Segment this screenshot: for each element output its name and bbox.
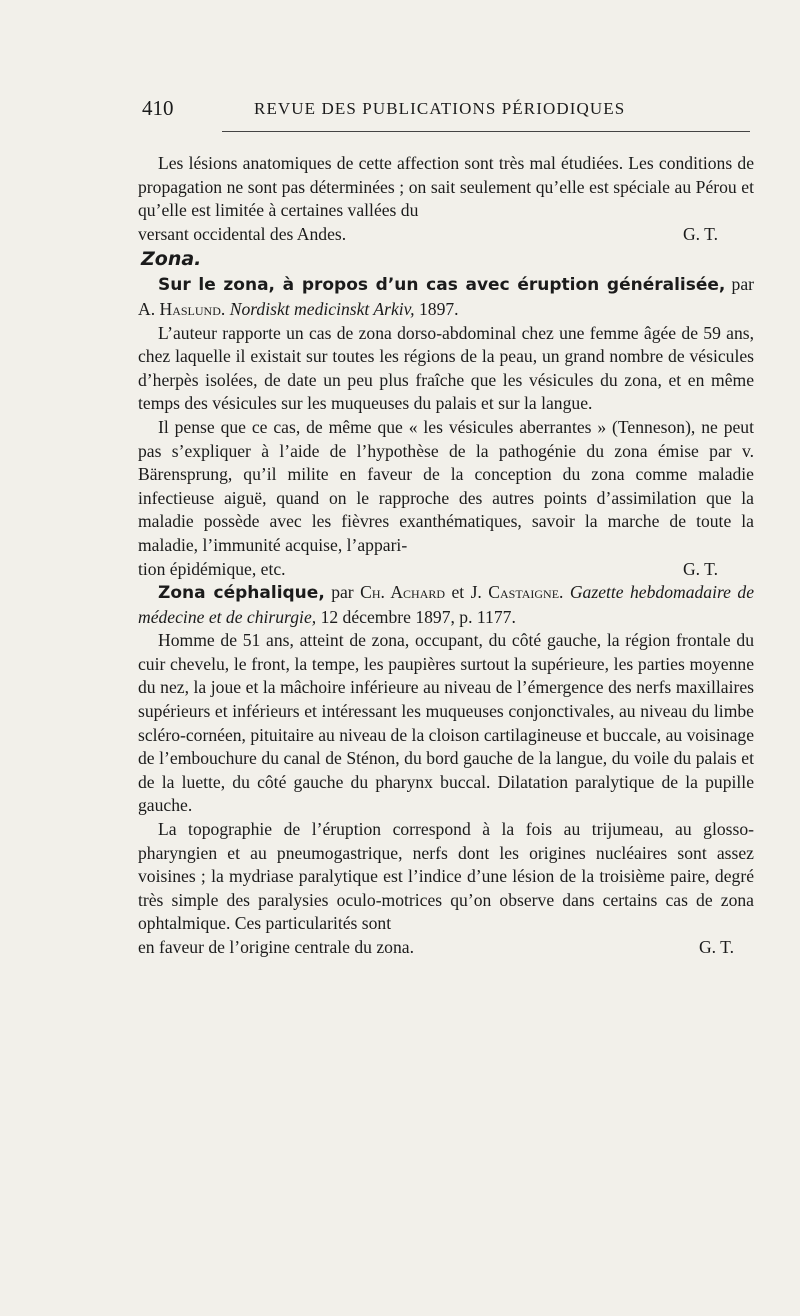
article1-signature-line xyxy=(138,558,754,582)
article1-journal: Nordiskt medicinskt Arkiv, xyxy=(229,298,415,319)
article2-title: Zona céphalique, xyxy=(158,583,325,604)
intro-signature: G. T. xyxy=(682,223,718,244)
article1-year: 1897. xyxy=(418,298,459,319)
header-rule xyxy=(222,131,750,132)
intro-paragraph: Les lésions anatomiques de cette affection sont très mal étudiées. Les conditions de propagation ne sont pas déterminées ; on sait seulement qu’elle est spéciale au Pérou et qu’elle est limitée à certaines vallées du xyxy=(138,153,754,221)
article2-paragraph-2: La topographie de l’éruption correspond à la fois au trijumeau, au glosso-pharyngien et au pneumogastrique, nerfs dont les origines nucléaires sont assez voisines ; la mydriase paralytique est l’indice d’une lésion de la troisième paire, degré très simple des paralysies oculo-motrices qu’on observe dans certains cas de zona ophtalmique. Ces particularités sont xyxy=(138,819,754,934)
article1-paragraph-1: L’auteur rapporte un cas de zona dorso-abdominal chez une femme âgée de 59 ans, chez laquelle il existait sur toutes les régions de la peau, un grand nombre de vésicules d’herpès isolées, de date un peu plus fraîche que les vésicules du zona, et en même temps des vésicules sur les muqueuses du palais et sur la langue. xyxy=(138,322,754,414)
intro-last-line: versant occidental des Andes. xyxy=(138,223,347,244)
article2-signature-line xyxy=(138,936,754,960)
article1-paragraph-2: Il pense que ce cas, de même que « les vésicules aberrantes » (Tenneson), ne peut pas s’expliquer à l’aide de l’hypothèse de la pathogénie du zona émise par v. Bärensprung, qu’il milite en faveur de la conception du zona comme maladie infectieuse aiguë, quand on le rapproche des autres points d’assimilation que la maladie possède avec les fièvres exanthématiques, savoir la marche de toute la maladie, l’immunité acquise, l’appari- xyxy=(138,416,754,555)
page-number: 410 xyxy=(142,96,174,120)
article2-paragraph-1: Homme de 51 ans, atteint de zona, occupant, du côté gauche, la région frontale du cuir chevelu, le front, la tempe, les paupières surtout la supérieure, les parties moyenne du nez, la joue et la mâchoire inférieure au niveau de l’émergence des nerfs maxillaires supérieurs et inférieurs et intéressant les muqueuses conjonctivales, au niveau du limbe scléro-cornéen, pituitaire au niveau de la cloison cartilagineuse et buccale, au voisinage de l’embouchure du canal de Sténon, du bord gauche de la langue, du voile du palais et de la luette, du côté gauche du pharynx buccal. Dilatation paralytique de la pupille gauche. xyxy=(138,630,755,816)
intro-signature-line xyxy=(138,223,754,247)
article1-title: Sur le zona, à propos d’un cas avec éruption généralisée, xyxy=(158,275,726,296)
article2-author2: Castaigne. xyxy=(488,582,564,603)
article2-date: 12 décembre 1897, p. 1177. xyxy=(320,606,516,627)
article1-signature: G. T. xyxy=(682,558,718,579)
article1-by: par A. xyxy=(138,274,755,319)
article2-last-line: en faveur de l’origine centrale du zona. xyxy=(138,937,414,957)
page-header xyxy=(142,96,750,126)
article1-heading xyxy=(138,273,754,321)
article2-by: par xyxy=(331,582,354,603)
article2-journal: Gazette hebdomadaire de médecine et de chirurgie, xyxy=(138,582,754,627)
article2-author1: Ch. Achard xyxy=(360,582,446,603)
article2-and: et J. xyxy=(451,582,482,603)
article2-signature: G. T. xyxy=(698,937,734,957)
article2-heading xyxy=(138,581,754,629)
page-body xyxy=(138,152,754,960)
section-title: Zona. xyxy=(141,248,202,271)
running-title: REVUE DES PUBLICATIONS PÉRIODIQUES xyxy=(254,99,626,118)
article1-last-line: tion épidémique, etc. xyxy=(138,558,286,579)
article1-author: Haslund. xyxy=(159,298,226,319)
